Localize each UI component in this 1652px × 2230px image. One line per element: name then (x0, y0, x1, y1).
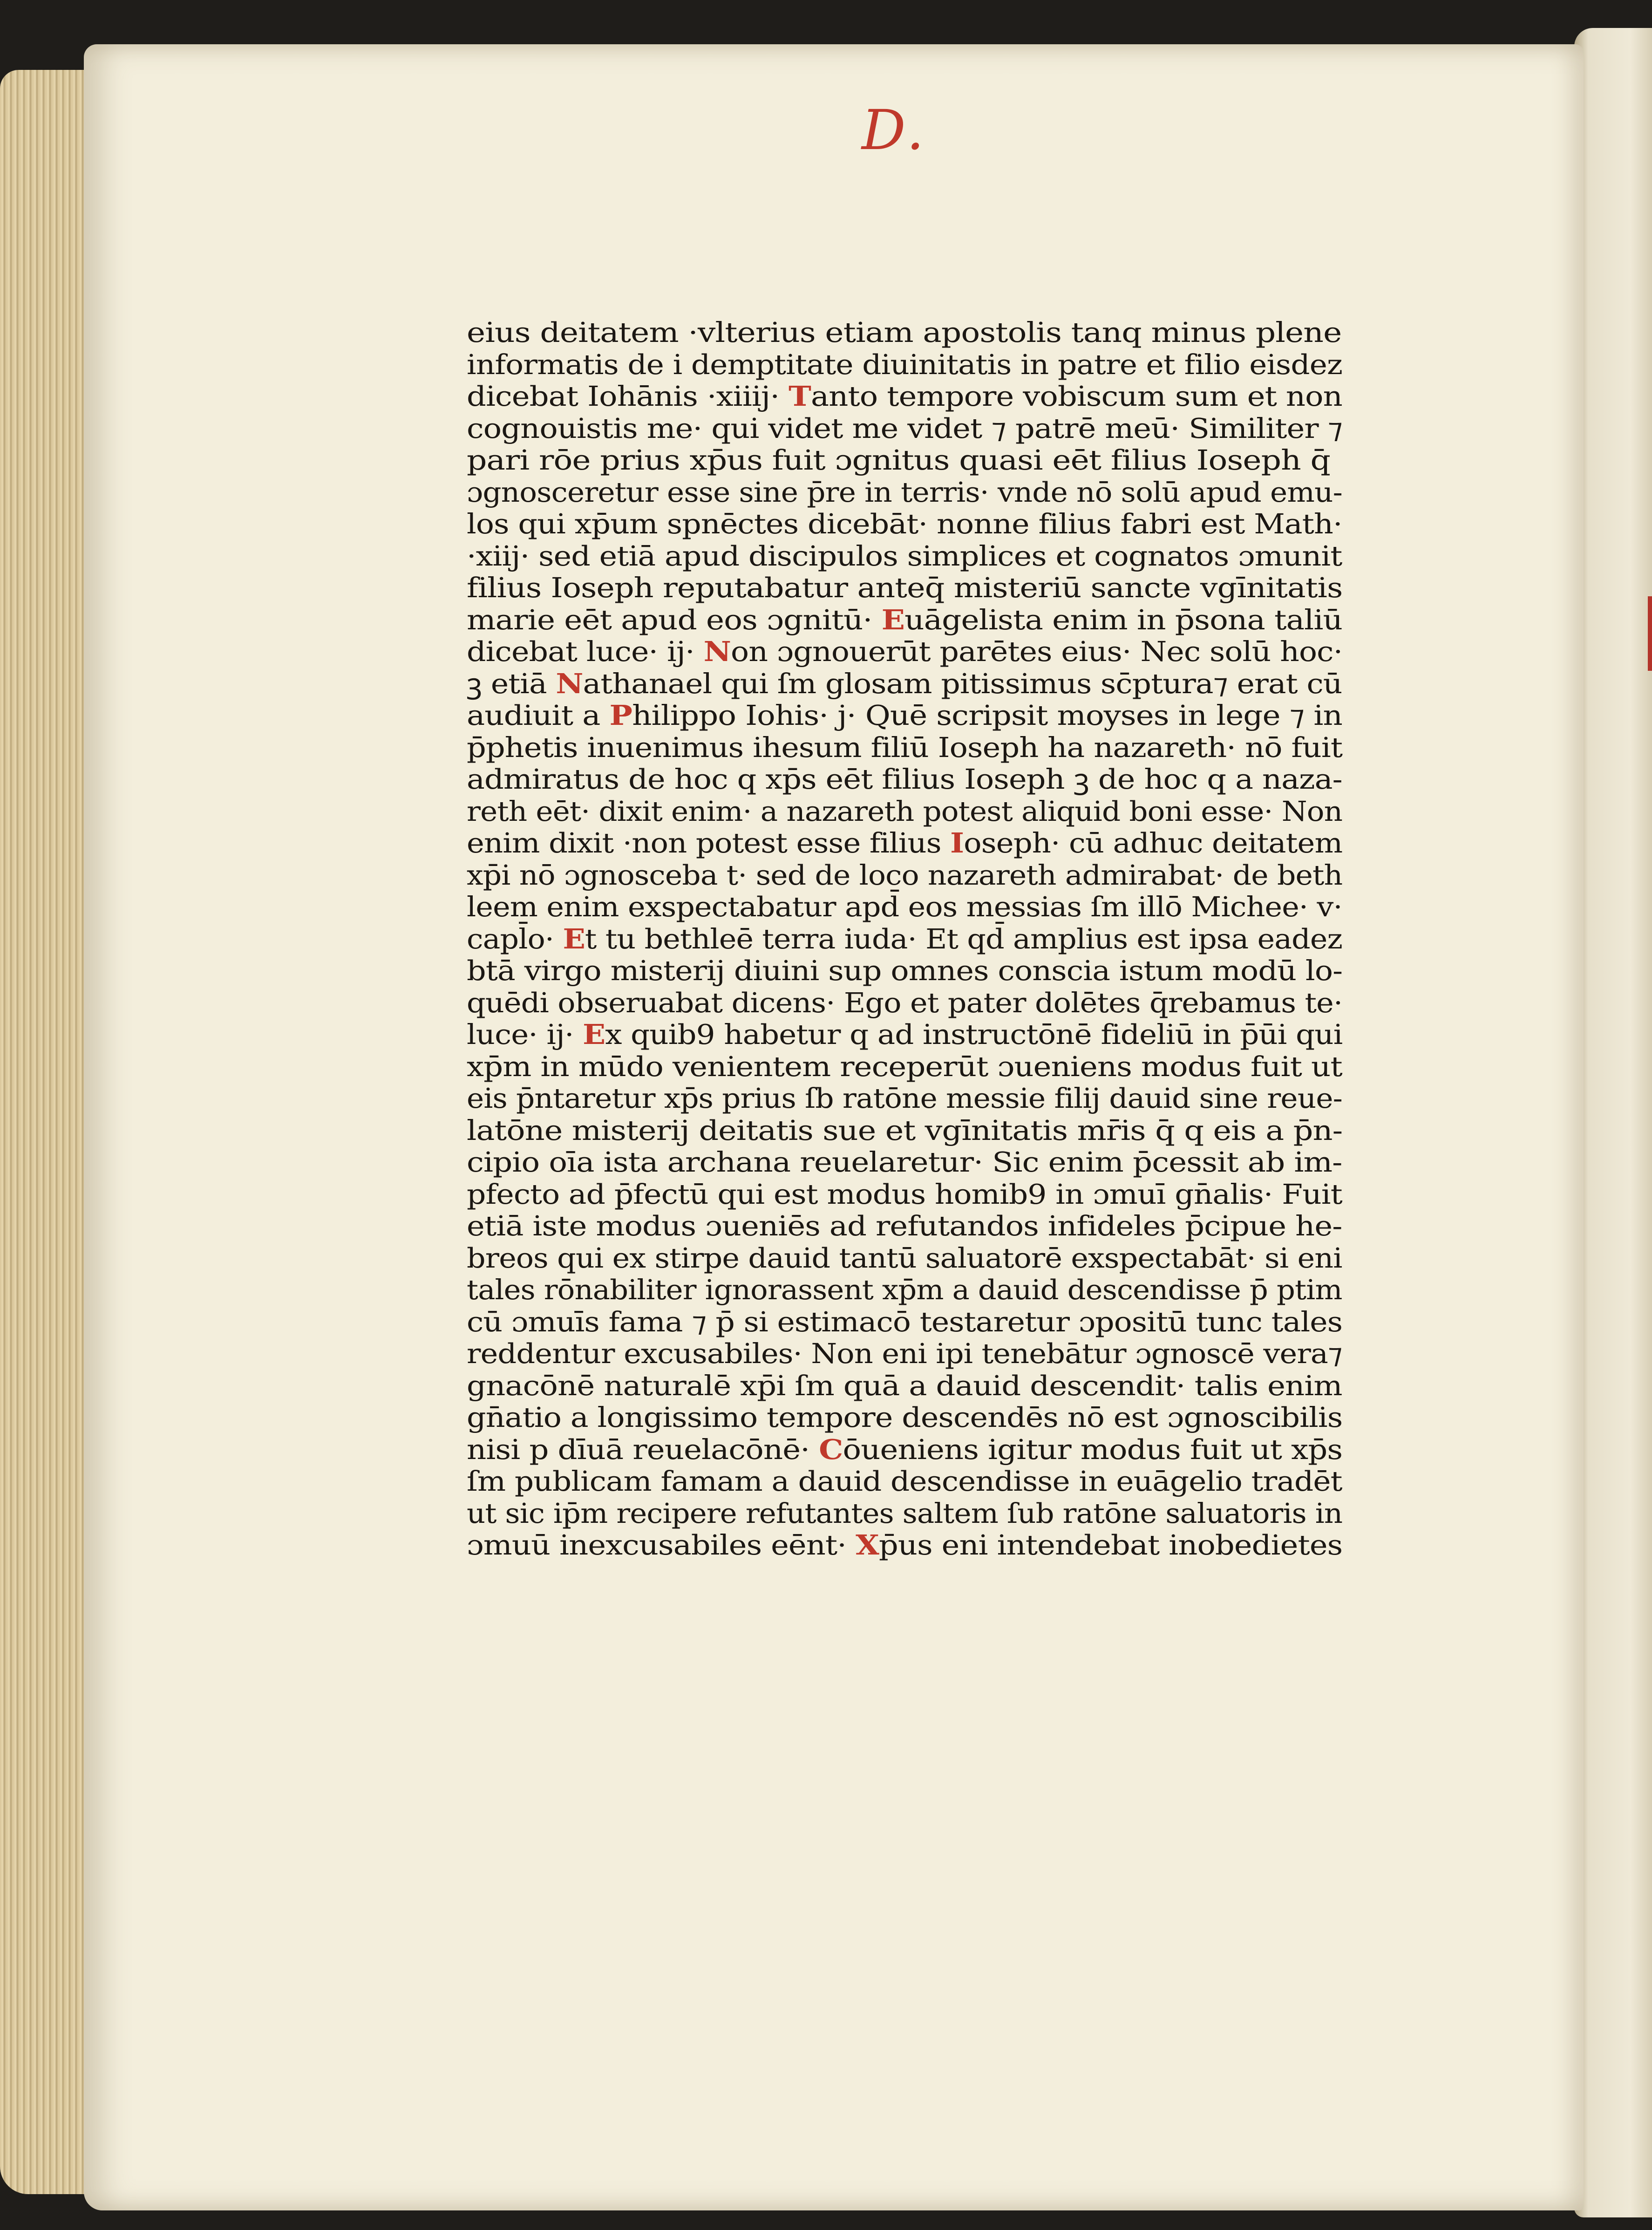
text-line-segment: capl̄o· (467, 922, 563, 955)
text-line-segment: eis p̄ntaretur xp̄s prius ſb ratōne messie filij dauid sine reue- (467, 1082, 1343, 1114)
text-line (467, 1019, 1419, 1051)
text-line (467, 668, 1426, 700)
text-line (467, 1529, 1437, 1562)
text-line (467, 444, 1474, 477)
rubricated-initial: I (950, 827, 964, 859)
text-line-segment: etiā iste modus ɔueniēs ad refutandos infideles p̄cipue he- (467, 1210, 1342, 1242)
body-text (467, 317, 1342, 1562)
text-line (467, 572, 1455, 604)
text-line (467, 540, 1431, 573)
text-line-segment: x quib9 habetur q ad instructōnē fideliū in p̄ūi qui (605, 1018, 1343, 1050)
text-line-segment: leem enim exspectabatur apd̄ eos messias ſm illō Michee· v· (467, 891, 1342, 923)
text-line-segment: latōne misterij deitatis sue et vgīnitatis mr̄is q̄ q eis a p̄n- (467, 1114, 1343, 1146)
text-line (467, 987, 1410, 1019)
text-line-segment: tales rōnabiliter ignorassent xp̄m a dauid descendisse p̄ ptim (467, 1274, 1342, 1306)
text-line-segment: eius deitatem ·vlterius etiam apostolis tanq minus plene (467, 316, 1342, 348)
text-line-segment: pari rōe prius xp̄us fuit ɔgnitus quasi eēt filius Ioseph q̄ (467, 444, 1331, 476)
text-line-segment: nisi p dīuā reuelacōnē· (467, 1433, 819, 1466)
text-line-segment: xp̄i nō ɔgnosceba t· sed de loco nazareth admirabat· de beth (467, 859, 1343, 891)
text-line-segment: luce· ij· (467, 1018, 583, 1050)
text-line-segment: ſm publicam famam a dauid descendisse in euāgelio tradēt (467, 1465, 1342, 1497)
text-line-segment: los qui xp̄um spnēctes dicebāt· nonne filius fabri est Math· (467, 508, 1342, 540)
text-line (467, 1146, 1444, 1179)
text-line (467, 700, 1442, 732)
left-page-edges (0, 70, 93, 2194)
rubricated-initial: E (583, 1018, 605, 1050)
text-line (467, 349, 1422, 381)
text-line-segment: informatis de i demptitate diuinitatis in patre et filio eisdez (467, 348, 1343, 381)
text-line-segment: t tu bethleē terra iuda· Et qd̄ amplius est ipsa eadez (585, 922, 1342, 955)
text-line-segment: hilippo Iohis· j· Quē scripsit moyses in lege ⁊ in (632, 699, 1342, 731)
text-line (467, 636, 1429, 668)
text-line (467, 732, 1435, 764)
rubricated-initial: P (609, 699, 632, 731)
text-line-segment: on ɔgnouerūt parētes eius· Nec solū hoc· (731, 635, 1343, 668)
text-line (467, 477, 1399, 509)
text-line (467, 1179, 1425, 1211)
text-line-segment: ɔgnosceretur esse sine p̄re in terris· vnde nō solū apud emu- (467, 476, 1342, 508)
text-line (467, 604, 1446, 636)
text-line-segment: ut sic ip̄m recipere refutantes saltem ſub ratōne saluatoris in (467, 1497, 1343, 1529)
text-line-segment: quēdi obseruabat dicens· Ego et pater dolētes q̄rebamus te· (467, 986, 1343, 1019)
text-line-segment: admiratus de hoc q xp̄s eēt filius Ioseph ꝫ de hoc q a naza- (467, 763, 1342, 795)
text-line (467, 955, 1432, 987)
text-line (467, 923, 1407, 955)
text-line-segment: reddentur excusabiles· Non eni ipi tenebātur ɔgnoscē vera⁊ (467, 1337, 1342, 1370)
text-line (467, 859, 1403, 892)
text-line (467, 764, 1435, 796)
text-line (467, 1210, 1438, 1242)
text-line (467, 796, 1397, 828)
rubricated-initial: N (556, 667, 583, 700)
text-line-segment: gnacōnē naturalē xp̄i ſm quā a dauid descendit· talis enim (467, 1369, 1342, 1402)
text-line-segment: p̄phetis inuenimus ihesum filiū Ioseph ha nazareth· nō fuit (467, 731, 1343, 764)
text-line-segment: marie eēt apud eos ɔgnitū· (467, 603, 882, 636)
text-line (467, 827, 1415, 859)
text-line-segment: cipio oīa ista archana reuelaretur· Sic enim p̄cessit ab im- (467, 1146, 1342, 1178)
text-line (467, 1306, 1428, 1338)
text-line (467, 317, 1474, 349)
text-line-segment: ōueniens igitur modus fuit ut xp̄s (843, 1433, 1343, 1466)
text-line (467, 1370, 1440, 1402)
text-line (467, 508, 1431, 540)
rubricated-initial: E (563, 922, 585, 955)
text-line (467, 381, 1438, 413)
text-line (467, 1434, 1441, 1466)
text-line (467, 1274, 1392, 1306)
right-page-edge (1574, 28, 1652, 2217)
text-line (467, 891, 1408, 923)
text-line (467, 1242, 1408, 1275)
text-line-segment: ·xiij· sed etiā apud discipulos simplices et cognatos ɔmunit (467, 539, 1342, 572)
text-line-segment: oseph· cū adhuc deitatem (964, 827, 1343, 859)
text-line-segment: enim dixit ·non potest esse filius (467, 827, 951, 859)
text-line-segment: audiuit a (467, 699, 610, 731)
right-page-rubric-mark (1648, 596, 1652, 671)
text-line (467, 1115, 1458, 1147)
text-line (467, 1498, 1393, 1530)
rubricated-initial: N (703, 635, 731, 668)
rubricated-initial: E (881, 603, 905, 636)
text-line-segment: athanael qui ſm glosam pitissimus sc̄ptura⁊ erat cū (583, 667, 1342, 700)
text-line-segment: dicebat Iohānis ·xiiij· (467, 380, 789, 412)
text-line-segment: filius Ioseph reputabatur anteq̄ misteriū sancte vgīnitatis (467, 572, 1343, 604)
text-line (467, 1402, 1432, 1434)
text-line-segment: cū ɔmuīs fama ⁊ p̄ si estimacō testaretur ɔpositū tunc tales (467, 1305, 1343, 1338)
text-line (467, 1338, 1412, 1370)
headline-rubric-mark: D. (862, 98, 927, 162)
text-line-segment: reth eēt· dixit enim· a nazareth potest aliquid boni esse· Non (467, 795, 1343, 827)
text-line-segment: ꝫ etiā (467, 667, 556, 700)
text-line-segment: cognouistis me· qui videt me videt ⁊ patrē meū· Similiter ⁊ (467, 412, 1343, 444)
text-line (467, 1083, 1399, 1115)
text-line (467, 1051, 1440, 1083)
text-line (467, 413, 1437, 445)
text-line-segment: p̄us eni intendebat inobedietes (878, 1529, 1343, 1561)
text-line-segment: btā virgo misterij diuini sup omnes conscia istum modū lo- (467, 955, 1343, 987)
text-line-segment: xp̄m in mūdo venientem receperūt ɔueniens modus fuit ut (467, 1050, 1342, 1083)
text-line-segment: ɔmuū inexcusabiles eēnt· (467, 1529, 856, 1561)
text-line-segment: uāgelista enim in p̄sona taliū (904, 603, 1343, 636)
rubricated-initial: T (789, 380, 811, 412)
rubricated-initial: C (819, 1433, 843, 1466)
text-line-segment: breos qui ex stirpe dauid tantū saluatorē exspectabāt· si eni (467, 1241, 1342, 1274)
rubricated-initial: X (856, 1529, 879, 1561)
text-line-segment: gn̄atio a longissimo tempore descendēs nō est ɔgnoscibilis (467, 1401, 1343, 1433)
text-line-segment: anto tempore vobiscum sum et non (810, 380, 1342, 412)
text-line-segment: pfecto ad p̄fectū qui est modus homib9 in ɔmuī gn̄alis· Fuit (467, 1178, 1342, 1210)
text-line-segment: dicebat luce· ij· (467, 635, 704, 668)
text-line (467, 1466, 1423, 1498)
